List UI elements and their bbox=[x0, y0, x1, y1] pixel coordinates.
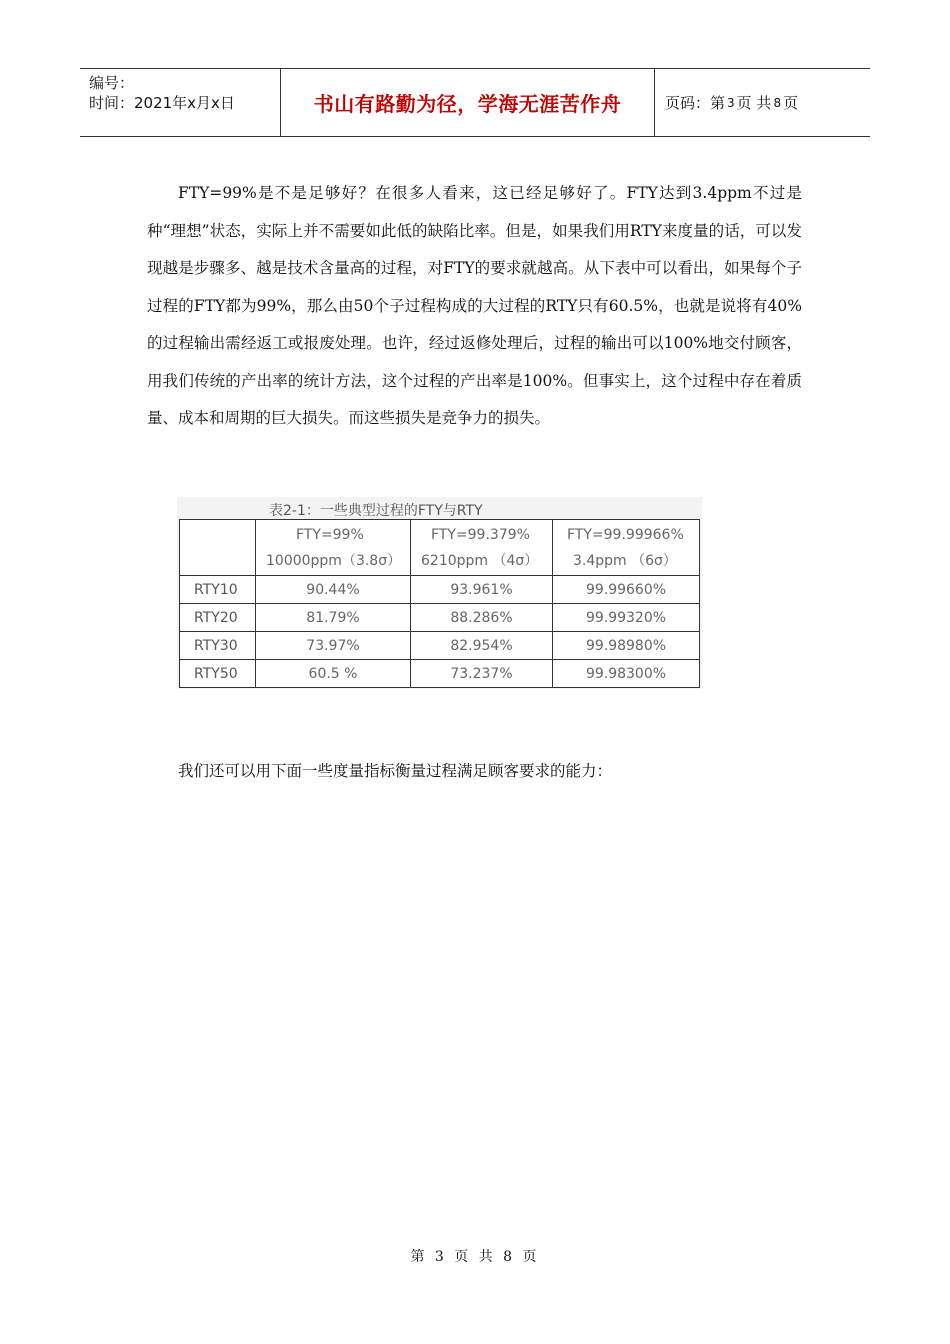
table-row bbox=[180, 632, 700, 660]
date-label: 时间：2021年x月x日 bbox=[89, 94, 235, 112]
table-cell: 73.97% bbox=[256, 632, 411, 660]
header-motto: 书山有路勤为径，学海无涯苦作舟 bbox=[281, 69, 655, 136]
table-figure bbox=[177, 497, 702, 689]
table-cell: 82.954% bbox=[411, 632, 553, 660]
table-cell: 99.98300% bbox=[553, 660, 700, 688]
body-paragraph-2: 我们还可以用下面一些度量指标衡量过程满足顾客要求的能力： bbox=[178, 762, 613, 780]
row-label: RTY30 bbox=[180, 632, 256, 660]
row-label: RTY10 bbox=[180, 576, 256, 604]
column-header-line1: FTY=99.379% bbox=[431, 526, 530, 543]
table-caption: 表2-1：一些典型过程的FTY与RTY bbox=[269, 503, 483, 519]
table-cell: 99.98980% bbox=[553, 632, 700, 660]
row-label: RTY20 bbox=[180, 604, 256, 632]
table-cell: 81.79% bbox=[256, 604, 411, 632]
table-cell: 99.99660% bbox=[553, 576, 700, 604]
body-paragraph-1: FTY=99%是不是足够好？在很多人看来，这已经足够好了。FTY达到3.4ppm不过是种“理想”状态，实际上并不需要如此低的缺陷比率。但是，如果我们用RTY来度量的话，可以发现越是步骤多、越是技术含量高的过程，对FTY的要求就越高。从下表中可以看出，如果每个子过程的FTY都为99%，那么由50个子过程构成的大过程的RTY只有60.5%，也就是说将有40%的过程输出需经返工或报废处理。也许，经过返修处理后，过程的输出可以100%地交付顾客，用我们传统的产出率的统计方法，这个过程的产出率是100%。但事实上，这个过程中存在着质量、成本和周期的巨大损失。而这些损失是竞争力的损失。 bbox=[147, 184, 802, 427]
column-header bbox=[411, 520, 553, 576]
number-label: 编号： bbox=[89, 74, 135, 92]
page-footer: 第 3 页 共 8 页 bbox=[410, 1249, 540, 1265]
column-header bbox=[256, 520, 411, 576]
header-page-indicator bbox=[655, 69, 870, 136]
table-cell: 73.237% bbox=[411, 660, 553, 688]
table-cell: 93.961% bbox=[411, 576, 553, 604]
table-cell: 88.286% bbox=[411, 604, 553, 632]
table-row bbox=[180, 604, 700, 632]
column-header-line2: 10000ppm（3.8σ） bbox=[266, 552, 402, 569]
page-total: 8 bbox=[773, 95, 782, 110]
column-header-line1: FTY=99% bbox=[296, 526, 364, 543]
column-header bbox=[553, 520, 700, 576]
row-label: RTY50 bbox=[180, 660, 256, 688]
table-header-row bbox=[180, 520, 700, 576]
column-header-line2: 3.4ppm （6σ） bbox=[573, 552, 677, 569]
header-meta bbox=[80, 69, 281, 136]
table-cell: 99.99320% bbox=[553, 604, 700, 632]
page-suffix: 页 bbox=[783, 94, 799, 112]
column-header-line2: 6210ppm （4σ） bbox=[421, 552, 539, 569]
page-prefix: 页码：第 bbox=[665, 94, 726, 112]
table-row bbox=[180, 660, 700, 688]
table-row bbox=[180, 576, 700, 604]
column-header-line1: FTY=99.99966% bbox=[567, 526, 684, 543]
table-cell: 60.5 % bbox=[256, 660, 411, 688]
table-corner-cell bbox=[180, 520, 256, 576]
page-number: 3 bbox=[727, 95, 735, 110]
page-mid: 页 共 bbox=[736, 94, 772, 112]
page-header bbox=[80, 68, 870, 137]
fty-rty-table bbox=[179, 519, 700, 688]
table-cell: 90.44% bbox=[256, 576, 411, 604]
